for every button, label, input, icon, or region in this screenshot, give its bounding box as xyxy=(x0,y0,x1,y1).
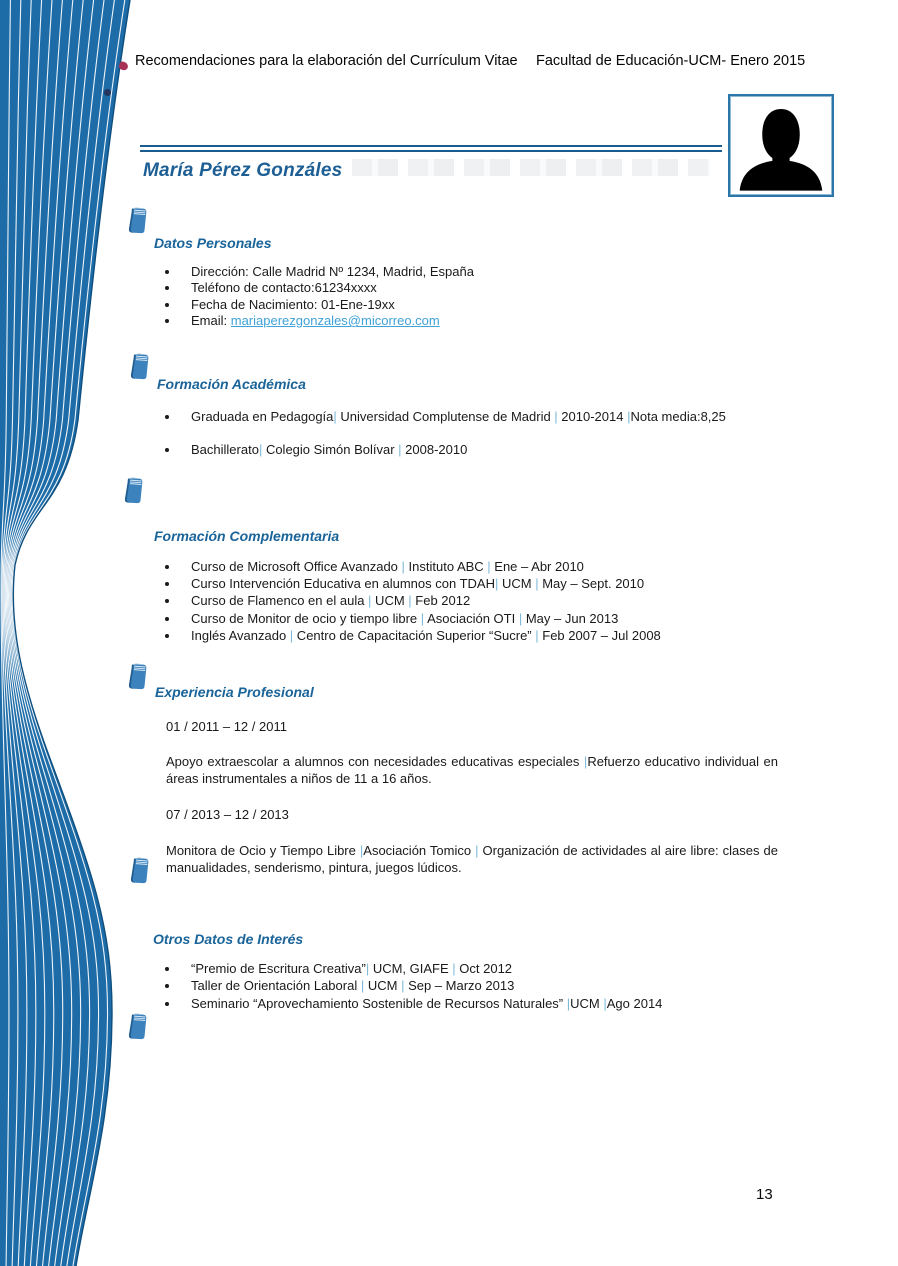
text-segment: Feb 2007 – Jul 2008 xyxy=(538,627,661,643)
list-item xyxy=(180,297,802,313)
pipe-separator: | xyxy=(583,754,588,769)
pipe-separator: | xyxy=(535,576,539,592)
text-segment: Organización de actividades al aire libre: clases de manualidades, senderismo, pintura, juegos lúdicos. xyxy=(166,843,778,876)
text-segment: Teléfono de contacto:61234xxxx xyxy=(191,280,377,296)
list-item xyxy=(180,558,802,575)
datos-personales-list xyxy=(158,264,802,330)
experience-description xyxy=(166,842,778,877)
section-title-experiencia-profesional: Experiencia Profesional xyxy=(155,684,314,700)
notebook-icon xyxy=(124,1012,149,1043)
text-segment: Apoyo extraescolar a alumnos con necesidades educativas especiales xyxy=(166,754,584,769)
text-segment: UCM xyxy=(498,576,536,592)
pipe-separator: | xyxy=(289,627,294,643)
text-segment: Nota media:8,25 xyxy=(630,409,726,424)
list-item xyxy=(180,313,802,329)
document-header-left: Recomendaciones para la elaboración del Currículum Vitae xyxy=(135,53,518,69)
text-segment: Curso de Monitor de ocio y tiempo libre xyxy=(191,610,421,626)
notebook-icon xyxy=(126,352,151,383)
text-segment: 2010-2014 xyxy=(557,409,628,424)
pipe-separator: | xyxy=(566,995,571,1011)
text-segment: May – Sept. 2010 xyxy=(538,576,645,592)
list-item xyxy=(180,610,802,627)
text-segment: Curso Intervención Educativa en alumnos con TDAH xyxy=(191,576,495,592)
pipe-separator: | xyxy=(360,978,365,994)
list-item xyxy=(180,441,802,458)
notebook-icon xyxy=(126,856,151,887)
text-segment: Curso de Microsoft Office Avanzado xyxy=(191,559,402,574)
text-segment: Universidad Complutense de Madrid xyxy=(336,409,555,424)
title-divider xyxy=(140,145,722,152)
document-header-right: Facultad de Educación-UCM- Enero 2015 xyxy=(536,53,806,69)
list-item xyxy=(180,977,802,994)
ghost-watermark xyxy=(352,159,710,176)
experience-date-range: 01 / 2011 – 12 / 2011 xyxy=(166,719,287,734)
section-title-formacion-complementaria: Formación Complementaria xyxy=(154,528,340,544)
page-title-name: María Pérez Gonzáles xyxy=(143,160,343,181)
page-number: 13 xyxy=(756,1186,773,1203)
text-segment: UCM xyxy=(570,995,604,1011)
list-item xyxy=(180,960,802,977)
text-segment: Dirección: Calle Madrid Nº 1234, Madrid, España xyxy=(191,264,474,279)
pipe-separator: | xyxy=(359,843,364,858)
profile-photo xyxy=(728,94,834,197)
pipe-separator: | xyxy=(408,593,412,609)
text-segment: 2008-2010 xyxy=(401,442,468,457)
pipe-separator: | xyxy=(368,593,372,609)
pipe-separator: | xyxy=(535,627,539,643)
list-item xyxy=(180,575,802,592)
text-segment: UCM xyxy=(371,593,409,609)
list-item xyxy=(180,995,802,1012)
text-segment: May – Jun 2013 xyxy=(522,610,619,626)
pipe-separator: | xyxy=(475,843,479,858)
pipe-separator: | xyxy=(365,961,370,976)
pipe-separator: | xyxy=(420,610,425,626)
text-segment: Seminario “Aprovechamiento Sostenible de Recursos Naturales” xyxy=(191,995,567,1011)
otros-datos-list xyxy=(158,960,802,1012)
text-segment: Feb 2012 xyxy=(411,593,471,609)
text-segment: “Premio de Escritura Creativa” xyxy=(191,961,366,976)
text-segment: Inglés Avanzado xyxy=(191,627,290,643)
swirl-decoration xyxy=(0,0,170,1266)
text-segment: UCM, GIAFE xyxy=(369,961,453,976)
list-item xyxy=(180,592,802,609)
text-segment: Email: xyxy=(191,313,231,329)
text-segment: Sep – Marzo 2013 xyxy=(404,978,515,994)
text-segment: Curso de Flamenco en el aula xyxy=(191,593,369,609)
notebook-icon xyxy=(120,476,145,507)
experience-description xyxy=(166,753,778,788)
text-segment: UCM xyxy=(364,978,402,994)
text-segment: Instituto ABC xyxy=(404,559,488,574)
pipe-separator: | xyxy=(603,995,607,1011)
text-segment: Colegio Simón Bolívar xyxy=(262,442,399,457)
pipe-separator: | xyxy=(398,442,402,457)
pipe-separator: | xyxy=(487,559,491,574)
pipe-separator: | xyxy=(452,961,456,976)
text-segment: Asociación OTI xyxy=(424,610,519,626)
section-title-datos-personales: Datos Personales xyxy=(154,235,272,251)
person-silhouette-icon xyxy=(733,99,829,192)
email-link[interactable]: mariaperezgonzales@micorreo.com xyxy=(230,313,440,329)
formacion-academica-list xyxy=(158,408,802,458)
decor-dot-navy xyxy=(104,89,111,96)
text-segment: Graduada en Pedagogía xyxy=(191,409,334,424)
text-segment: Oct 2012 xyxy=(455,961,513,976)
text-segment: Ago 2014 xyxy=(606,995,663,1011)
text-segment: Centro de Capacitación Superior “Sucre” xyxy=(293,627,536,643)
experience-date-range: 07 / 2013 – 12 / 2013 xyxy=(166,807,289,822)
text-segment: Refuerzo educativo individual en áreas instrumentales a niños de 11 a 16 años. xyxy=(166,754,779,787)
pipe-separator: | xyxy=(401,559,405,574)
text-segment: Monitora de Ocio y Tiempo Libre xyxy=(166,843,360,858)
pipe-separator: | xyxy=(627,409,631,424)
pipe-separator: | xyxy=(258,442,263,457)
pipe-separator: | xyxy=(554,409,558,424)
text-segment: Taller de Orientación Laboral xyxy=(191,978,361,994)
text-segment: Bachillerato xyxy=(191,442,259,457)
text-segment: Asociación Tomico xyxy=(363,843,476,858)
notebook-icon xyxy=(124,206,149,237)
section-title-formacion-academica: Formación Académica xyxy=(157,376,306,392)
text-segment: Ene – Abr 2010 xyxy=(490,559,584,574)
text-segment: Fecha de Nacimiento: 01-Ene-19xx xyxy=(191,296,395,312)
notebook-icon xyxy=(124,662,149,693)
list-item xyxy=(180,264,802,280)
list-item xyxy=(180,280,802,296)
pipe-separator: | xyxy=(518,610,523,626)
pipe-separator: | xyxy=(401,978,405,994)
section-title-otros-datos: Otros Datos de Interés xyxy=(153,931,304,947)
pipe-separator: | xyxy=(494,576,499,592)
pipe-separator: | xyxy=(333,409,337,424)
list-item xyxy=(180,627,802,644)
formacion-complementaria-list xyxy=(158,558,802,644)
list-item xyxy=(180,408,802,425)
